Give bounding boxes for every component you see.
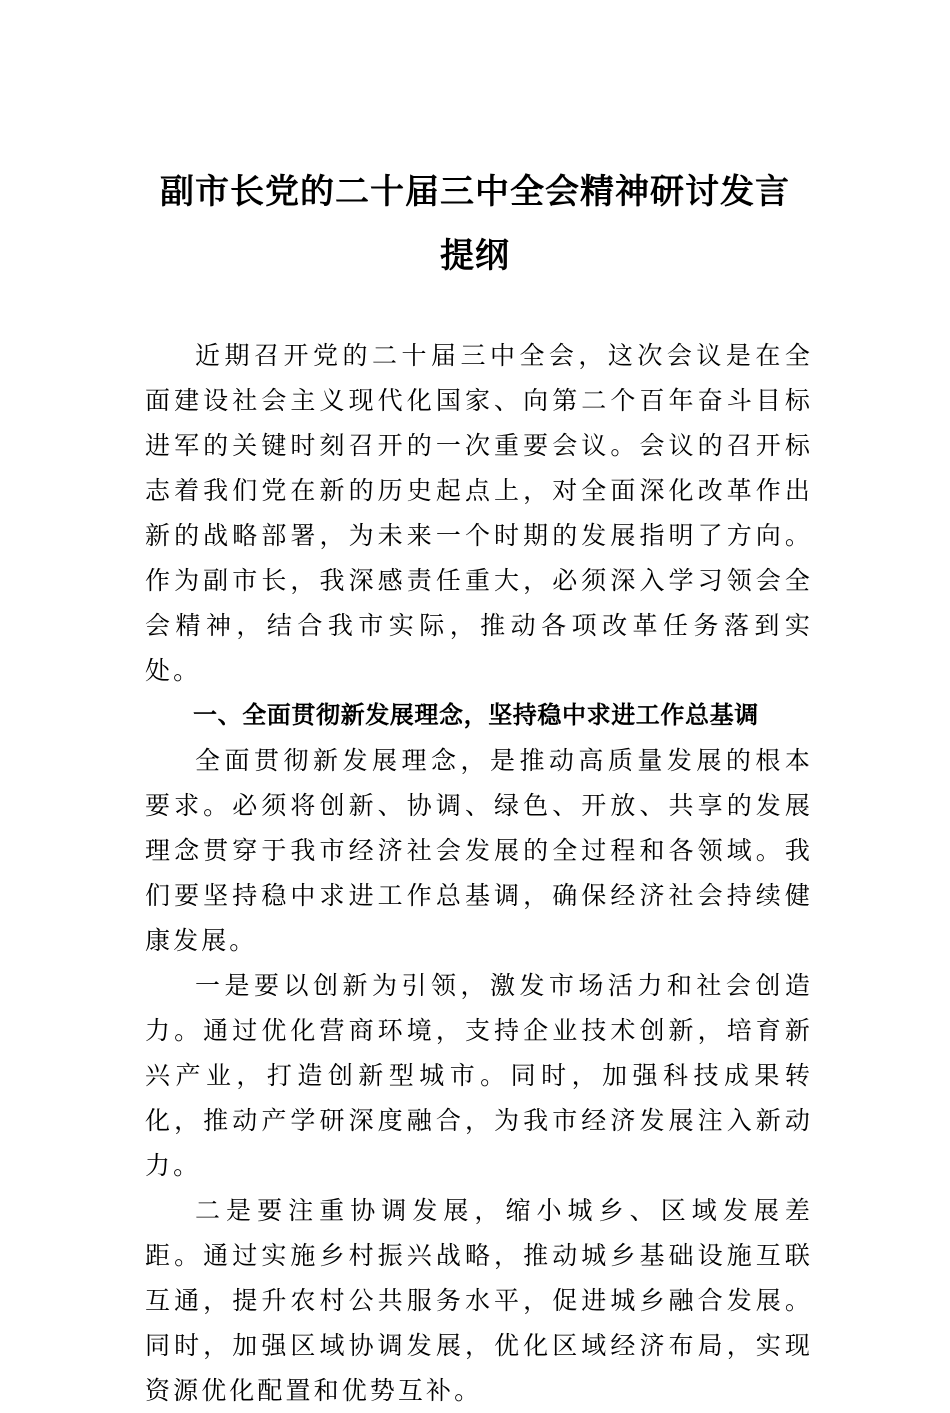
document-body <box>145 333 813 1413</box>
section-1-paragraph-2: 一是要以创新为引领，激发市场活力和社会创造力。通过优化营商环境，支持企业技术创新，培育新兴产业，打造创新型城市。同时，加强科技成果转化，推动产学研深度融合，为我市经济发展注入新动力。 <box>145 971 813 1180</box>
section-1-paragraph-1: 全面贯彻新发展理念，是推动高质量发展的根本要求。必须将创新、协调、绿色、开放、共享的发展理念贯穿于我市经济社会发展的全过程和各领域。我们要坚持稳中求进工作总基调，确保经济社会持续健康发展。 <box>145 746 813 955</box>
section-heading-1: 一、全面贯彻新发展理念，坚持稳中求进工作总基调 <box>193 701 759 729</box>
title-line-2: 提纲 <box>440 236 510 276</box>
section-1-paragraph-3: 二是要注重协调发展，缩小城乡、区域发展差距。通过实施乡村振兴战略，推动城乡基础设施互联互通，提升农村公共服务水平，促进城乡融合发展。同时，加强区域协调发展，优化区域经济布局，实现资源优化配置和优势互补。 <box>145 1196 813 1405</box>
document-title <box>130 160 820 288</box>
intro-paragraph: 近期召开党的二十届三中全会，这次会议是在全面建设社会主义现代化国家、向第二个百年奋斗目标进军的关键时刻召开的一次重要会议。会议的召开标志着我们党在新的历史起点上，对全面深化改革作出新的战略部署，为未来一个时期的发展指明了方向。作为副市长，我深感责任重大，必须深入学习领会全会精神，结合我市实际，推动各项改革任务落到实处。 <box>145 341 813 685</box>
title-line-1: 副市长党的二十届三中全会精神研讨发言 <box>160 172 790 212</box>
